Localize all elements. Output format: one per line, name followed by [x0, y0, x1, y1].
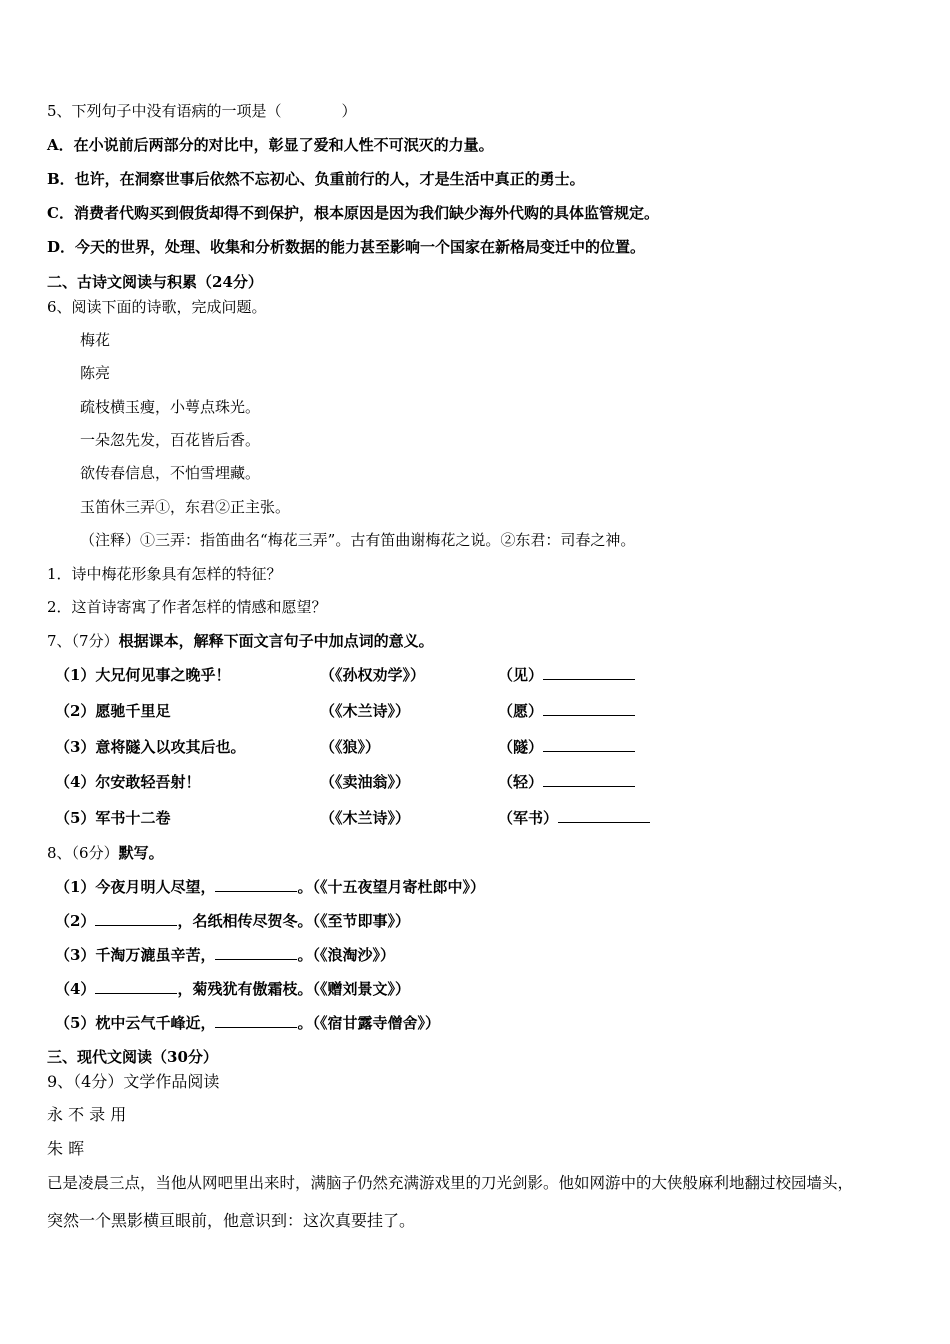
- q7-word-label: （愿）: [498, 702, 544, 720]
- q7-word-label: （轻）: [498, 773, 544, 791]
- answer-blank[interactable]: [95, 911, 177, 926]
- q7-source: （《狼》）: [320, 738, 381, 756]
- q7-stem-text: 根据课本，解释下面文言句子中加点词的意义。: [118, 632, 434, 650]
- poem-line: 疏枝横玉瘦，小萼点珠光。: [80, 398, 261, 416]
- q7-word: [498, 701, 635, 721]
- q5-stem: 5、下列句子中没有语病的一项是（ ）: [47, 102, 357, 120]
- q7-word: [498, 665, 635, 685]
- q8-stem-prefix: 8、（6分）: [47, 844, 119, 862]
- article-title: 永 不 录 用: [47, 1105, 127, 1124]
- q9-stem: 9、（4分）文学作品阅读: [47, 1072, 220, 1091]
- q7-word-label: （见）: [498, 666, 544, 684]
- q5-option-d: D．今天的世界，处理、收集和分析数据的能力甚至影响一个国家在新格局变迁中的位置。: [47, 238, 646, 256]
- q7-word: [498, 737, 635, 757]
- answer-blank[interactable]: [543, 772, 635, 787]
- q7-source: （《木兰诗》）: [320, 702, 411, 720]
- q5-option-a: A．在小说前后两部分的对比中，彰显了爱和人性不可泯灭的力量。: [47, 136, 494, 154]
- q7-word: [498, 808, 650, 828]
- q8-row-before: （4）: [55, 980, 96, 998]
- q7-stem-prefix: 7、（7分）: [47, 632, 119, 650]
- q7-word: [498, 772, 635, 792]
- q8-row-after: 。（《十五夜望月寄杜郎中》）: [297, 878, 485, 896]
- poem-title: 梅花: [80, 331, 111, 349]
- q7-source: （《孙权劝学》）: [320, 666, 426, 684]
- answer-blank[interactable]: [558, 808, 650, 823]
- answer-blank[interactable]: [543, 737, 635, 752]
- q7-sentence: （4）尔安敢轻吾射！: [55, 773, 201, 791]
- q7-word-label: （隧）: [498, 738, 544, 756]
- answer-blank[interactable]: [543, 701, 635, 716]
- q8-row: [55, 877, 485, 897]
- q8-stem-text: 默写。: [118, 844, 164, 862]
- poem-line: 一朵忽先发，百花皆后香。: [80, 431, 261, 449]
- answer-blank[interactable]: [215, 1013, 297, 1028]
- q6-stem: 6、阅读下面的诗歌，完成问题。: [47, 298, 267, 316]
- q8-row-before: （5）枕中云气千峰近，: [55, 1014, 216, 1032]
- q8-row: [55, 979, 410, 999]
- q8-row: [55, 911, 410, 931]
- q7-stem: [47, 631, 434, 651]
- q6-subquestion-2: 2．这首诗寄寓了作者怎样的情感和愿望？: [47, 598, 327, 616]
- q8-row-after: ，名纸相传尽贺冬。（《至节即事》）: [177, 912, 410, 930]
- answer-blank[interactable]: [215, 877, 297, 892]
- q7-sentence: （5）军书十二卷: [55, 809, 171, 827]
- q5-option-c: C．消费者代购买到假货却得不到保护，根本原因是因为我们缺少海外代购的具体监管规定。: [47, 204, 659, 222]
- answer-blank[interactable]: [543, 665, 635, 680]
- poem-line: 玉笛休三弄①，东君②正主张。: [80, 498, 291, 516]
- poem-note: （注释）①三弄：指笛曲名“梅花三弄”。古有笛曲谢梅花之说。②东君：司春之神。: [80, 531, 636, 549]
- q8-row-after: 。（《浪淘沙》）: [297, 946, 395, 964]
- q7-word-label: （军书）: [498, 809, 559, 827]
- article-author: 朱 晖: [47, 1139, 85, 1158]
- q8-row: [55, 945, 395, 965]
- q8-row: [55, 1013, 440, 1033]
- poem-author: 陈亮: [80, 364, 111, 382]
- q8-row-after: 。（《宿甘露寺僧舍》）: [297, 1014, 440, 1032]
- q8-stem: [47, 843, 164, 863]
- article-paragraph-line-2: 突然一个黑影横亘眼前，他意识到：这次真要挂了。: [47, 1211, 416, 1230]
- q7-sentence: （3）意将隧入以攻其后也。: [55, 738, 246, 756]
- section-3-heading: 三、现代文阅读（30分）: [47, 1048, 218, 1066]
- answer-blank[interactable]: [215, 945, 297, 960]
- article-paragraph-line-1: 已是凌晨三点，当他从网吧里出来时，满脑子仍然充满游戏里的刀光剑影。他如网游中的大侠般麻利地翻过校园墙头，: [47, 1174, 854, 1192]
- q6-subquestion-1: 1．诗中梅花形象具有怎样的特征？: [47, 565, 282, 583]
- q7-sentence: （2）愿驰千里足: [55, 702, 171, 720]
- answer-blank[interactable]: [95, 979, 177, 994]
- q8-row-before: （2）: [55, 912, 96, 930]
- q7-sentence: （1）大兄何见事之晚乎！: [55, 666, 231, 684]
- q8-row-before: （1）今夜月明人尽望，: [55, 878, 216, 896]
- q7-source: （《木兰诗》）: [320, 809, 411, 827]
- q5-option-b: B．也许，在洞察世事后依然不忘初心、负重前行的人，才是生活中真正的勇士。: [47, 170, 585, 188]
- q8-row-before: （3）千淘万漉虽辛苦，: [55, 946, 216, 964]
- q8-row-after: ，菊残犹有傲霜枝。（《赠刘景文》）: [177, 980, 410, 998]
- poem-line: 欲传春信息，不怕雪埋藏。: [80, 464, 261, 482]
- q7-source: （《卖油翁》）: [320, 773, 411, 791]
- section-2-heading: 二、古诗文阅读与积累（24分）: [47, 273, 263, 291]
